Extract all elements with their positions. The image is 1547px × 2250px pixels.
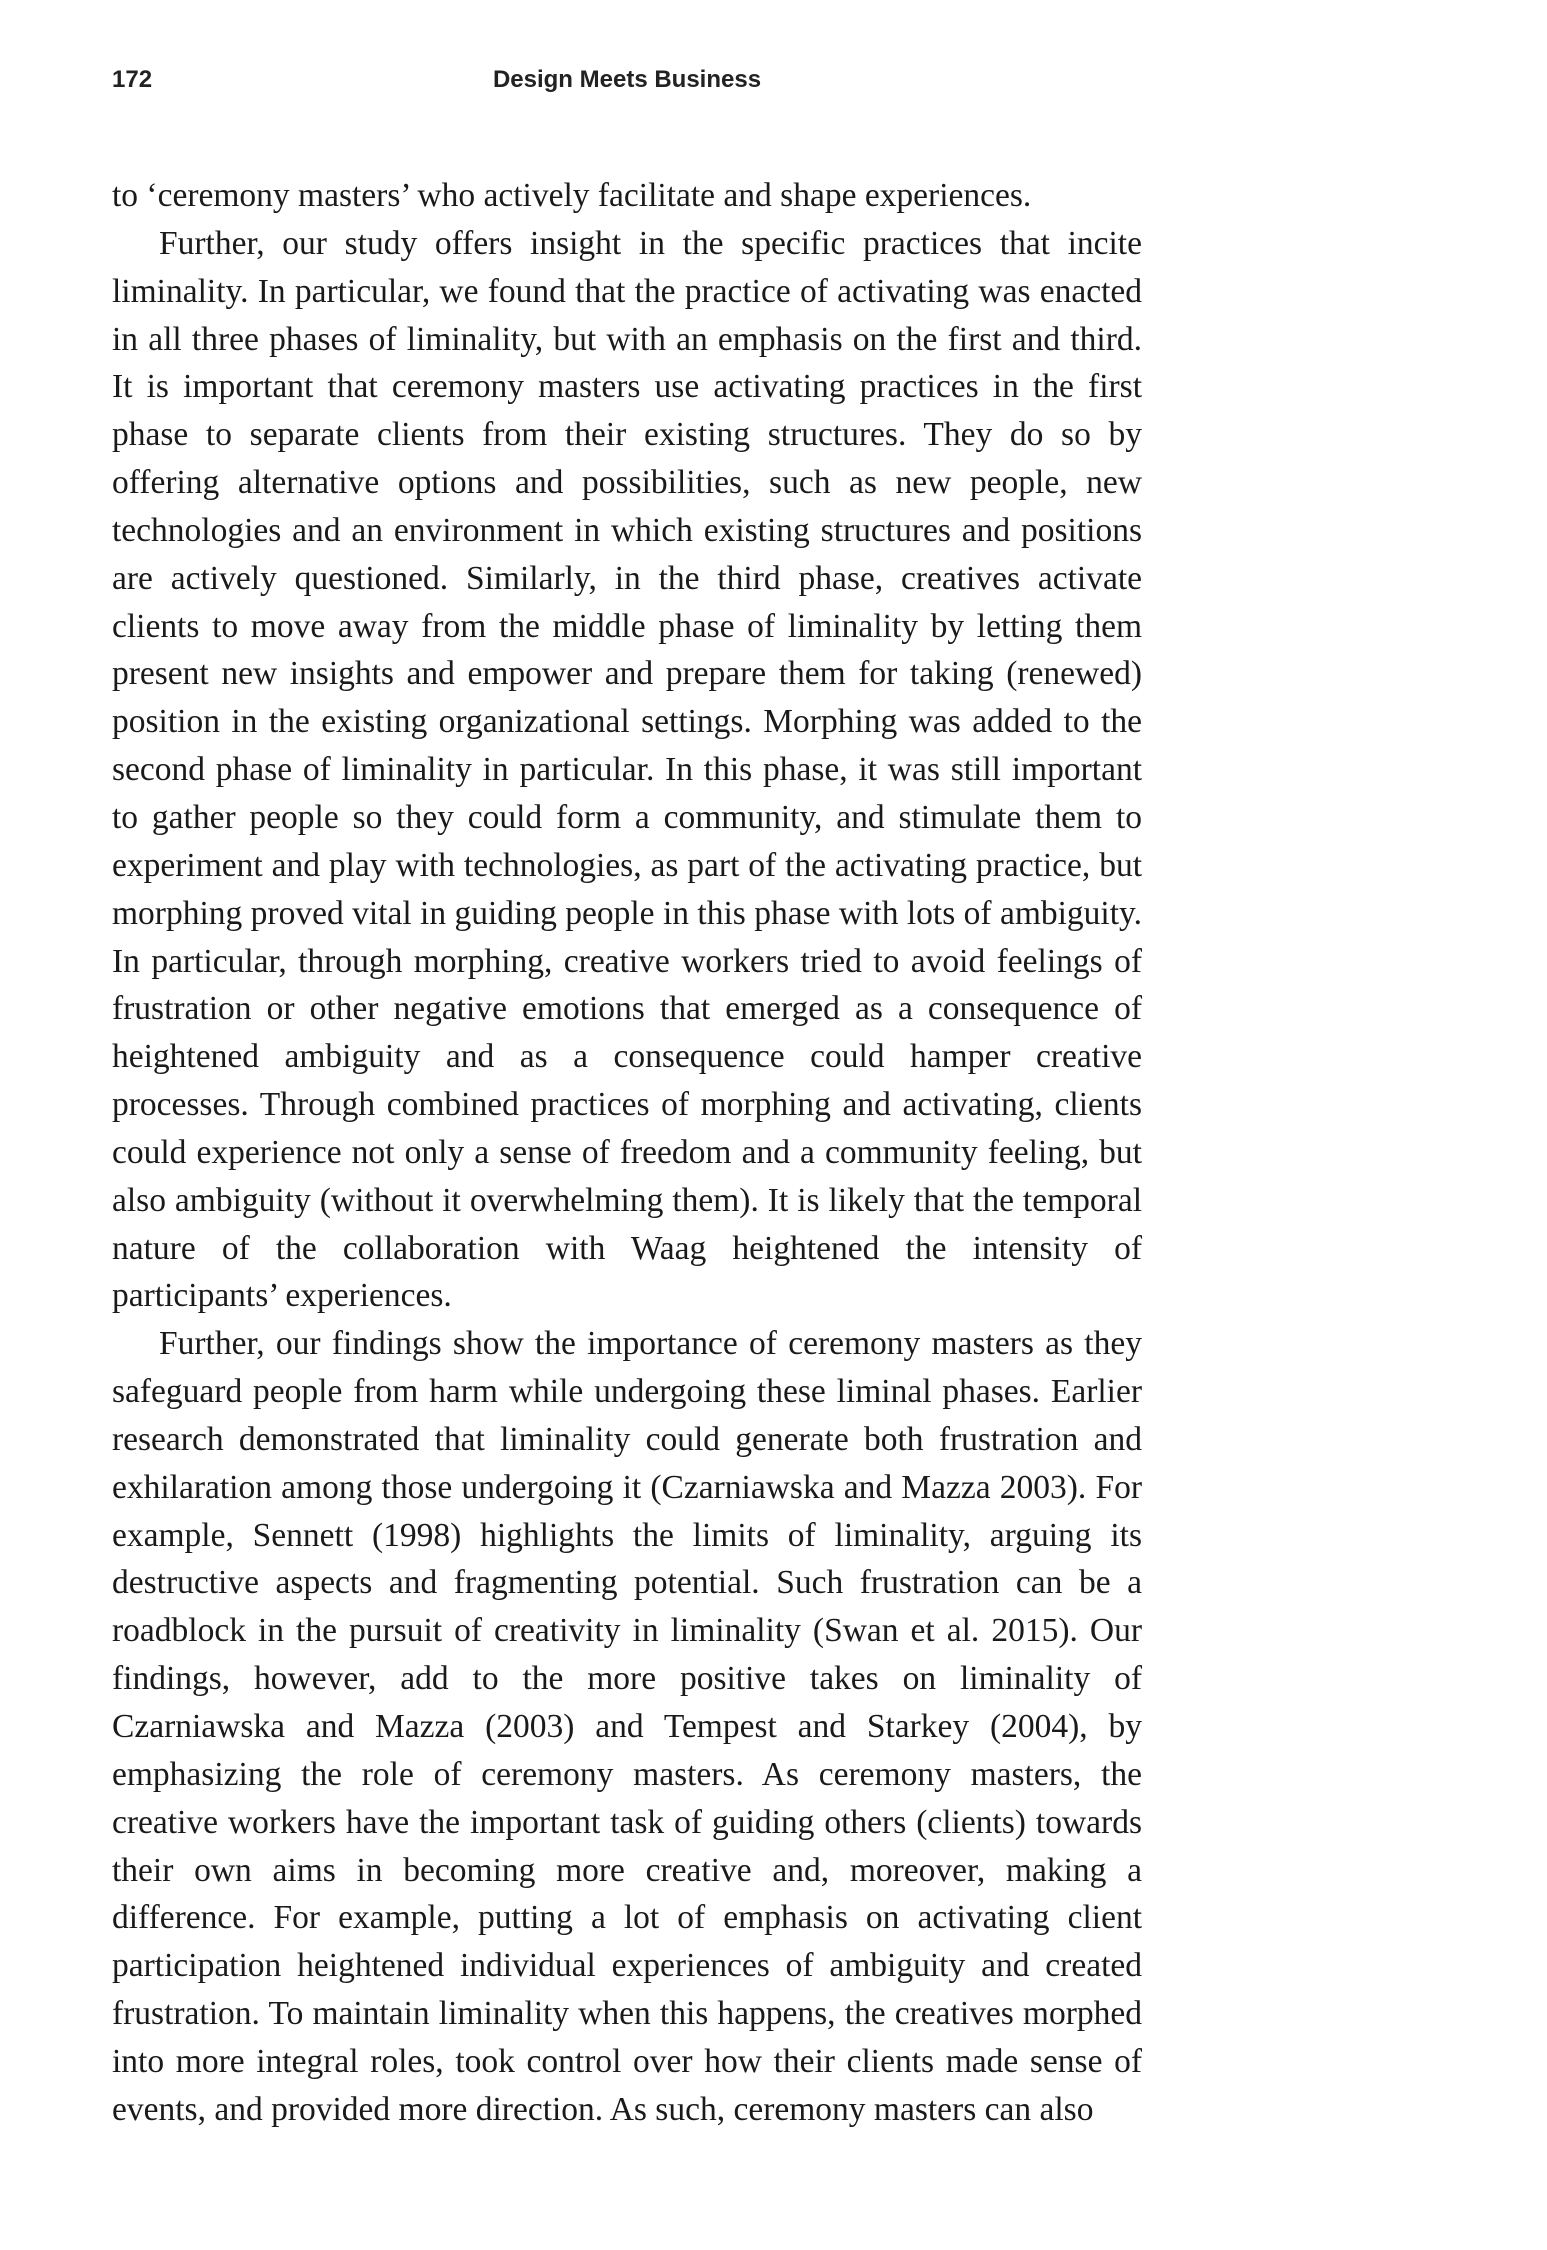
- page-number: 172: [112, 66, 153, 93]
- paragraph-ceremony-masters: Further, our findings show the importance of ceremony masters as they safeguard people from harm while undergoing these liminal phases. Earlier research demonstrated that liminality could generate both frustration and exhilaration among those undergoing it (Czarniawska and Mazza 2003). For example, Sennett (1998) highlights the limits of liminality, arguing its destructive aspects and fragmenting potential. Such frustration can be a roadblock in the pursuit of creativity in liminality (Swan et al. 2015). Our findings, however, add to the more positive takes on liminality of Czarniawska and Mazza (2003) and Tempest and Starkey (2004), by emphasizing the role of ceremony masters. As ceremony masters, the creative workers have the important task of guiding others (clients) towards their own aims in becoming more creative and, moreover, making a difference. For example, putting a lot of emphasis on activating client participation heightened individual experiences of ambiguity and created frustration. To maintain liminality when this happens, the creatives morphed into more integral roles, took control over how their clients made sense of events, and provided more direction. As such, ceremony masters can also: [112, 1325, 1142, 2128]
- running-head: [112, 66, 1142, 106]
- book-title: Design Meets Business: [492, 66, 762, 93]
- body-text: [112, 172, 1142, 2134]
- paragraph-continuation: to ‘ceremony masters’ who actively facilitate and shape experiences.: [112, 177, 1032, 214]
- paragraph-practices: Further, our study offers insight in the specific practices that incite liminality. In particular, we found that the practice of activating was enacted in all three phases of liminality, but with an emphasis on the first and third. It is important that ceremony masters use activating practices in the first phase to separate clients from their existing structures. They do so by offering alternative options and possibilities, such as new people, new technologies and an environment in which existing structures and positions are actively questioned. Similarly, in the third phase, creatives activate clients to move away from the middle phase of liminality by letting them present new insights and empower and prepare them for taking (renewed) position in the existing organizational settings. Morphing was added to the second phase of liminality in particular. In this phase, it was still important to gather people so they could form a community, and stimulate them to experiment and play with technologies, as part of the activating practice, but morphing proved vital in guiding people in this phase with lots of ambiguity. In particular, through morphing, creative workers tried to avoid feelings of frustration or other negative emotions that emerged as a consequence of heightened ambiguity and as a consequence could hamper creative processes. Through combined practices of morphing and activating, clients could experience not only a sense of freedom and a community feeling, but also ambiguity (without it overwhelming them). It is likely that the temporal nature of the collaboration with Waag heightened the intensity of participants’ experiences.: [112, 224, 1142, 1315]
